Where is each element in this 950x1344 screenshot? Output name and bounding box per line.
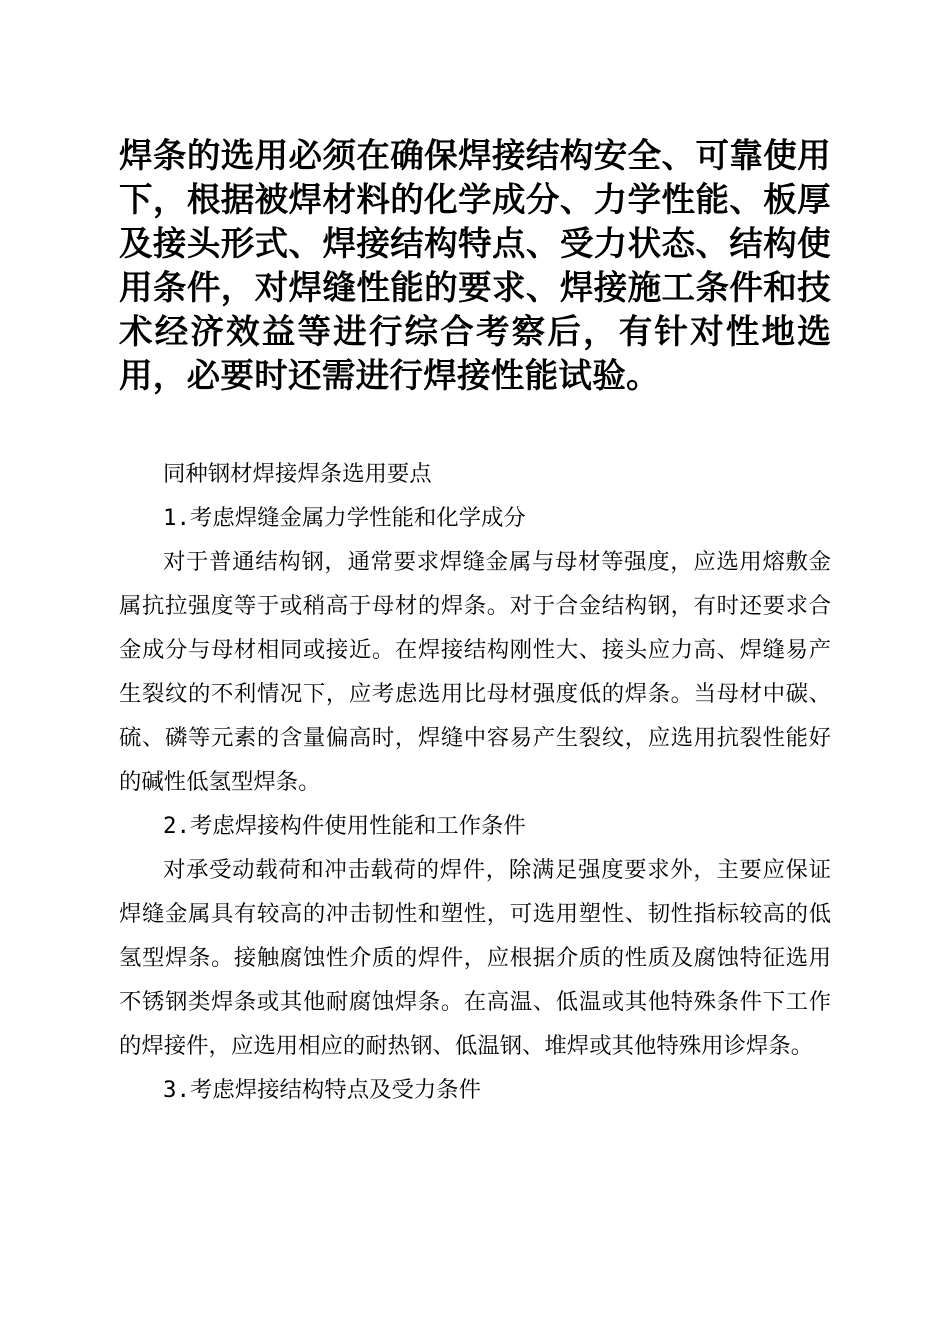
item-3-heading: 3.考虑焊接结构特点及受力条件 xyxy=(163,1077,482,1103)
document-title: 焊条的选用必须在确保焊接结构安全、可靠使用下，根据被焊材料的化学成分、力学性能、板厚及接头形式、焊接结构特点、受力状态、结构使用条件，对焊缝性能的要求、焊接施工条件和技术经济效益等进行综合考察后，有针对性地选用，必要时还需进行焊接性能试验。 xyxy=(119,136,831,395)
item-2-heading: 2.考虑焊接构件使用性能和工作条件 xyxy=(163,813,526,839)
item-2-paragraph: 对承受动载荷和冲击载荷的焊件，除满足强度要求外，主要应保证焊缝金属具有较高的冲击韧性和塑性，可选用塑性、韧性指标较高的低氢型焊条。接触腐蚀性介质的焊件，应根据介质的性质及腐蚀特征选用不锈钢类焊条或其他耐腐蚀焊条。在高温、低温或其他特殊条件下工作的焊接件，应选用相应的耐热钢、低温钢、堆焊或其他特殊用诊焊条。 xyxy=(119,857,831,1059)
document-body xyxy=(119,452,831,1112)
item-1-heading: 1.考虑焊缝金属力学性能和化学成分 xyxy=(163,505,526,531)
section-heading: 同种钢材焊接焊条选用要点 xyxy=(163,461,432,487)
item-1-paragraph: 对于普通结构钢，通常要求焊缝金属与母材等强度，应选用熔敷金属抗拉强度等于或稍高于母材的焊条。对于合金结构钢，有时还要求合金成分与母材相同或接近。在焊接结构刚性大、接头应力高、焊缝易产生裂纹的不利情况下，应考虑选用比母材强度低的焊条。当母材中碳、硫、磷等元素的含量偏高时，焊缝中容易产生裂纹，应选用抗裂性能好的碱性低氢型焊条。 xyxy=(119,549,831,795)
